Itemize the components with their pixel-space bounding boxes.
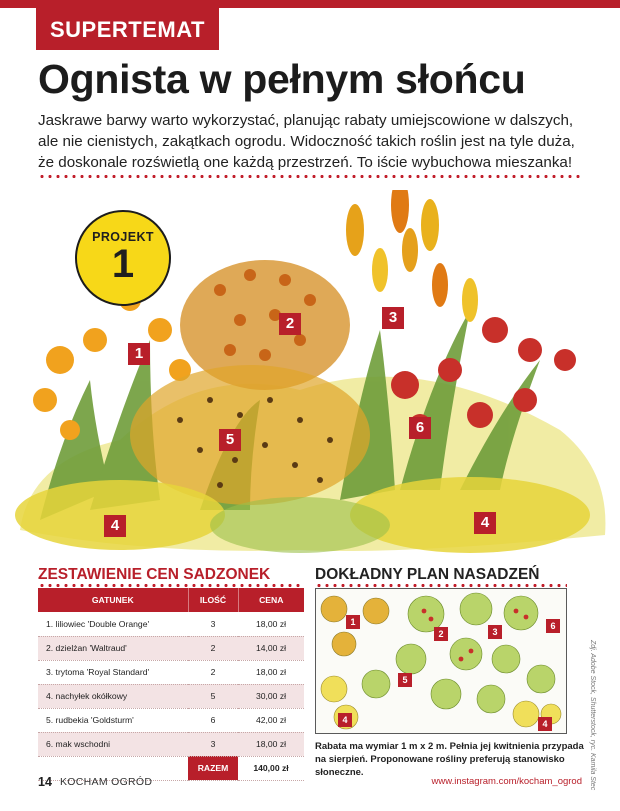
illustration-marker: 6 [409, 417, 431, 439]
lead-line: Jaskrawe barwy warto wykorzystać, planując rabaty umiejscowione w dalszych, [38, 112, 574, 129]
dotted-divider [38, 175, 583, 178]
plant-qty: 2 [188, 636, 238, 660]
plant-name: 6. mak wschodni [38, 732, 188, 756]
total-label: RAZEM [188, 756, 238, 780]
lead-line: ale nie cienistych, zakątkach ogrodu. Widoczność takich roślin jest na tyle duża, [38, 133, 575, 150]
lead-line: że doskonale rozświetlą one każdą przestrzeń. To iście wybuchowa mieszanka! [38, 154, 573, 171]
plant-qty: 3 [188, 612, 238, 636]
magazine-name: KOCHAM OGRÓD [60, 776, 153, 788]
plant-name: 1. liliowiec 'Double Orange' [38, 612, 188, 636]
column-header: ILOŚĆ [188, 588, 238, 612]
plan-marker: 5 [398, 673, 412, 687]
project-badge-number: 1 [111, 242, 135, 286]
plant-name: 4. nachyłek okółkowy [38, 684, 188, 708]
plant-qty: 6 [188, 708, 238, 732]
plant-price: 18,00 zł [238, 660, 304, 684]
project-badge-label: PROJEKT [92, 230, 154, 244]
plant-price: 42,00 zł [238, 708, 304, 732]
plant-qty: 2 [188, 660, 238, 684]
planting-plan-diagram [315, 588, 567, 734]
illustration-marker: 3 [382, 307, 404, 329]
plan-marker: 4 [338, 713, 352, 727]
plant-qty: 5 [188, 684, 238, 708]
plan-marker: 2 [434, 627, 448, 641]
plant-price: 18,00 zł [238, 732, 304, 756]
dotted-divider [38, 584, 304, 587]
plan-marker: 1 [346, 615, 360, 629]
plan-marker: 4 [538, 717, 552, 731]
plant-price: 30,00 zł [238, 684, 304, 708]
plan-marker: 3 [488, 625, 502, 639]
price-list-title: ZESTAWIENIE CEN SADZONEK [38, 566, 271, 583]
table-row [38, 636, 304, 660]
top-banner [0, 0, 620, 8]
article-lead [38, 110, 588, 173]
plant-price: 14,00 zł [238, 636, 304, 660]
table-row [38, 612, 304, 636]
column-header: CENA [238, 588, 304, 612]
instagram-link[interactable]: www.instagram.com/kocham_ogrod [431, 776, 582, 787]
table-row [38, 684, 304, 708]
plan-marker: 6 [546, 619, 560, 633]
project-badge [75, 210, 171, 306]
plant-name: 2. dzielżan 'Waltraud' [38, 636, 188, 660]
table-row [38, 732, 304, 756]
article-title: Ognista w pełnym słońcu [38, 56, 526, 102]
table-row [38, 660, 304, 684]
illustration-marker: 1 [128, 343, 150, 365]
plant-name: 5. rudbekia 'Goldsturm' [38, 708, 188, 732]
column-header: GATUNEK [38, 588, 188, 612]
planting-plan-drawing [316, 589, 566, 733]
plant-price: 18,00 zł [238, 612, 304, 636]
plan-note: Rabata ma wymiar 1 m x 2 m. Pełnia jej kwitnienia przypada na sierpień. Proponowane rośliny preferują stanowisko słoneczne. [315, 741, 584, 778]
planting-plan-title: DOKŁADNY PLAN NASADZEŃ [315, 566, 540, 583]
dotted-divider [315, 584, 567, 587]
photo-credit: Zdj. Adobe Stock, Shutterstock, ryc. Kamila Stec [589, 640, 596, 791]
illustration-marker: 2 [279, 313, 301, 335]
plant-name: 3. trytoma 'Royal Standard' [38, 660, 188, 684]
illustration-marker: 4 [104, 515, 126, 537]
table-row [38, 708, 304, 732]
page-number: 14 [38, 775, 52, 789]
price-table [38, 588, 304, 781]
illustration-marker: 4 [474, 512, 496, 534]
section-tag: SUPERTEMAT [36, 8, 219, 50]
total-value: 140,00 zł [238, 756, 304, 780]
illustration-marker: 5 [219, 429, 241, 451]
plant-qty: 3 [188, 732, 238, 756]
table-header-row [38, 588, 304, 612]
